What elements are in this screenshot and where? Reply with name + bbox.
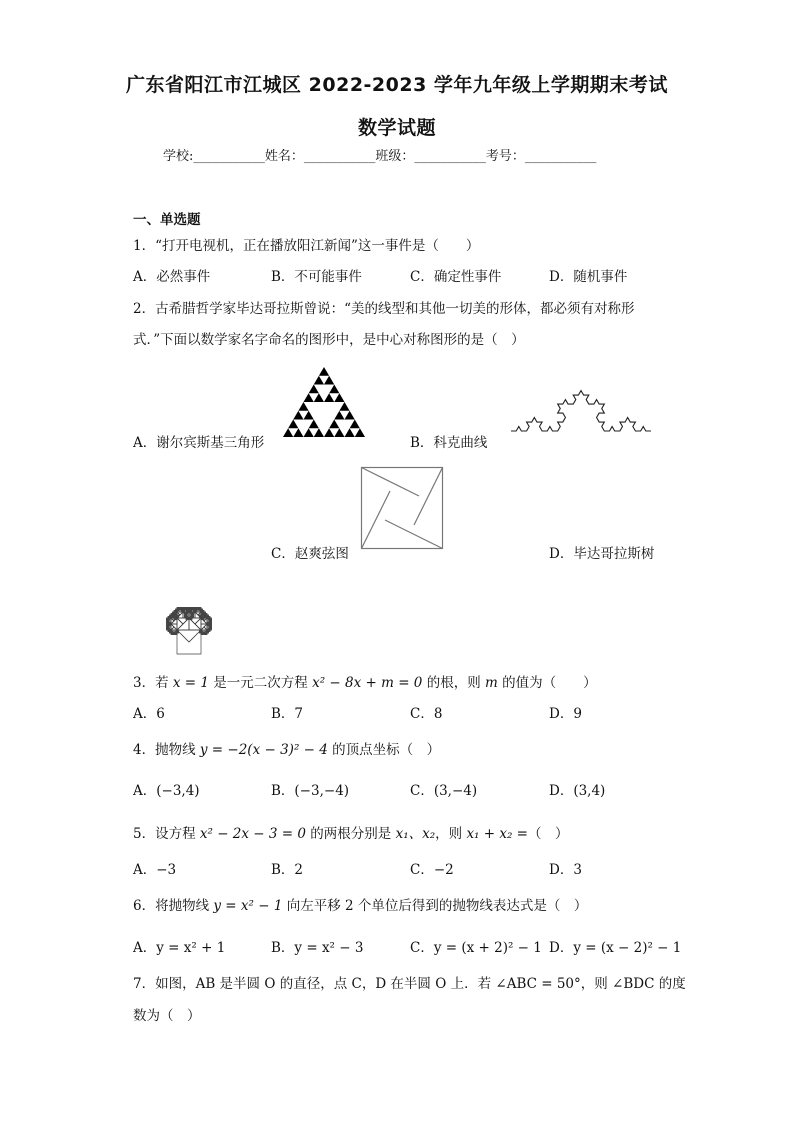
q4-option-b: B．(−3,−4) — [271, 783, 350, 799]
q3-option-a: A．6 — [133, 706, 165, 722]
q1-option-d: D．随机事件 — [549, 269, 628, 285]
q1-option-b: B．不可能事件 — [271, 269, 362, 285]
section-heading: 一、单选题 — [133, 212, 201, 228]
q2-option-a: A．谢尔宾斯基三角形 — [133, 435, 265, 451]
q5-option-d: D．3 — [549, 862, 582, 878]
q3-option-d: D．9 — [549, 706, 582, 722]
q4-option-a: A．(−3,4) — [133, 783, 200, 799]
pythagoras-tree-figure — [130, 568, 270, 656]
question-3-stem: 3．若 x = 1 是一元二次方程 x² − 8x + m = 0 的根，则 m 的值为（ ） — [133, 675, 597, 691]
q5-option-c: C．−2 — [410, 862, 454, 878]
page-title: 广东省阳江市江城区 2022-2023 学年九年级上学期期末考试 — [126, 74, 668, 96]
question-5-stem: 5．设方程 x² − 2x − 3 = 0 的两根分别是 x₁、x₂，则 x₁ + x₂ =（ ） — [133, 826, 569, 842]
q4-option-c: C．(3,−4) — [410, 783, 478, 799]
zhao-shuang-diagram-figure — [361, 467, 443, 549]
q5-option-a: A．−3 — [133, 862, 177, 878]
q6-option-b: B．y = x² − 3 — [271, 940, 364, 956]
page-subtitle: 数学试题 — [357, 117, 436, 139]
q5-option-b: B．2 — [271, 862, 304, 878]
question-7-stem-line1: 7．如图，AB 是半圆 O 的直径，点 C，D 在半圆 O 上．若 ∠ABC = 50°，则 ∠BDC 的度 — [133, 976, 686, 992]
q2-option-d: D．毕达哥拉斯树 — [549, 546, 655, 562]
q1-option-a: A．必然事件 — [133, 269, 211, 285]
q3-option-b: B．7 — [271, 706, 304, 722]
question-6-stem: 6．将抛物线 y = x² − 1 向左平移 2 个单位后得到的抛物线表达式是（ ） — [133, 898, 588, 914]
question-1-stem: 1．“打开电视机，正在播放阳江新闻”这一事件是（ ） — [133, 238, 480, 254]
q3-option-c: C．8 — [410, 706, 443, 722]
question-7-stem-line2: 数为（ ） — [133, 1008, 201, 1024]
q2-option-b: B．科克曲线 — [410, 435, 488, 451]
q6-option-a: A．y = x² + 1 — [133, 940, 226, 956]
question-2-stem-line1: 2．古希腊哲学家毕达哥拉斯曾说：“美的线型和其他一切美的形体，都必须有对称形 — [133, 301, 635, 317]
student-info-line: 学校:___________姓名：___________班级：___________考号：___________ — [163, 149, 597, 164]
q1-option-c: C．确定性事件 — [410, 269, 502, 285]
q6-option-c: C．y = (x + 2)² − 1 — [410, 940, 542, 956]
question-4-stem: 4．抛物线 y = −2(x − 3)² − 4 的顶点坐标（ ） — [133, 742, 441, 758]
sierpinski-triangle-figure — [283, 367, 365, 437]
question-2-stem-line2: 式．”下面以数学家名字命名的图形中，是中心对称图形的是（ ） — [133, 332, 525, 348]
koch-curve-figure — [511, 383, 651, 435]
q2-option-c: C．赵爽弦图 — [271, 546, 349, 562]
q6-option-d: D．y = (x − 2)² − 1 — [549, 940, 682, 956]
q4-option-d: D．(3,4) — [549, 783, 606, 799]
